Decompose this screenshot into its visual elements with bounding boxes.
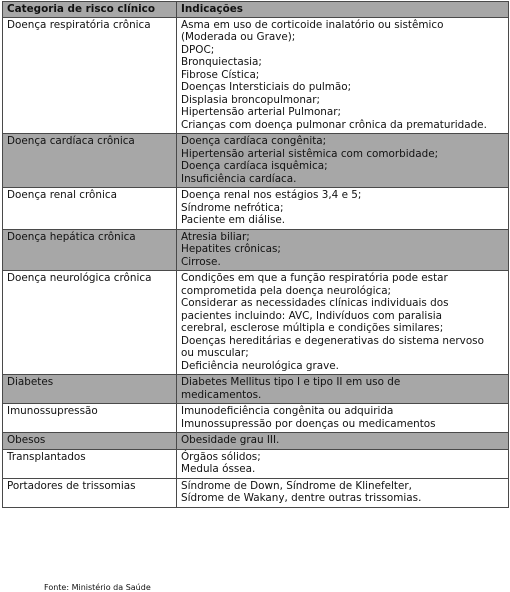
indications-cell — [177, 229, 509, 271]
category-cell: Doença hepática crônica — [3, 229, 177, 271]
category-cell: Diabetes — [3, 375, 177, 404]
table-row — [3, 478, 509, 507]
indication-line: Bronquiectasia; — [181, 56, 262, 68]
header-indications: Indicações — [177, 2, 509, 18]
indications-cell — [177, 449, 509, 478]
indication-line: Síndrome nefrótica; — [181, 201, 284, 214]
category-cell: Obesos — [3, 433, 177, 450]
category-cell: Doença cardíaca crônica — [3, 134, 177, 188]
indications-cell — [177, 433, 509, 450]
indication-line: Imunossupressão por doenças ou medicamentos — [181, 417, 436, 430]
indication-line: comprometida pela doença neurológica; — [181, 284, 392, 297]
indication-line: pacientes incluindo: AVC, Indivíduos com paralisia — [181, 309, 442, 322]
indication-line: (Moderada ou Grave); — [181, 31, 296, 43]
risk-category-table — [2, 1, 509, 508]
table-row — [3, 404, 509, 433]
table-row — [3, 271, 509, 375]
indication-line: Doença renal nos estágios 3,4 e 5; — [181, 189, 362, 201]
indication-line: ou muscular; — [181, 347, 249, 359]
indication-line: Insuficiência cardíaca. — [181, 172, 297, 185]
indication-line: Deficiência neurológica grave. — [181, 359, 339, 372]
table-header-row — [3, 2, 509, 18]
indication-line: Hepatites crônicas; — [181, 243, 281, 255]
table-row — [3, 188, 509, 230]
indication-line: Atresia biliar; — [181, 230, 250, 243]
indication-line: DPOC; — [181, 43, 215, 56]
indications-cell — [177, 271, 509, 375]
category-cell: Transplantados — [3, 449, 177, 478]
indication-line: cerebral, esclerose múltipla e condições similares; — [181, 322, 444, 334]
indication-line: Imunodeficiência congênita ou adquirida — [181, 405, 394, 417]
indication-line: Síndrome de Down, Síndrome de Klinefelter, — [181, 479, 412, 492]
indication-line: medicamentos. — [181, 388, 262, 401]
table-body — [3, 17, 509, 507]
indication-line: Hipertensão arterial Pulmonar; — [181, 106, 342, 118]
indication-line: Condições em que a função respiratória pode estar — [181, 272, 448, 284]
indication-line: Paciente em diálise. — [181, 214, 286, 226]
indication-line: Doenças Intersticiais do pulmão; — [181, 81, 352, 93]
indication-line: Doenças hereditárias e degenerativas do sistema nervoso — [181, 334, 484, 347]
category-cell: Portadores de trissomias — [3, 478, 177, 507]
indication-line: Doença cardíaca isquêmica; — [181, 160, 328, 172]
indications-cell — [177, 478, 509, 507]
table-row — [3, 17, 509, 134]
table-row — [3, 449, 509, 478]
table-row — [3, 375, 509, 404]
indication-line: Obesidade grau III. — [181, 434, 280, 446]
indications-cell — [177, 134, 509, 188]
header-category: Categoria de risco clínico — [3, 2, 177, 18]
indication-line: Hipertensão arterial sistêmica com comorbidade; — [181, 147, 439, 160]
table-row — [3, 134, 509, 188]
indication-line: Diabetes Mellitus tipo I e tipo II em uso de — [181, 376, 401, 388]
indication-line: Asma em uso de corticoide inalatório ou sistêmico — [181, 18, 444, 31]
category-cell: Doença neurológica crônica — [3, 271, 177, 375]
indication-line: Displasia broncopulmonar; — [181, 93, 321, 106]
indication-line: Medula óssea. — [181, 463, 256, 475]
category-cell: Imunossupressão — [3, 404, 177, 433]
indication-line: Cirrose. — [181, 255, 221, 268]
indications-cell — [177, 188, 509, 230]
indication-line: Crianças com doença pulmonar crônica da prematuridade. — [181, 118, 487, 131]
indications-cell — [177, 17, 509, 134]
table-row — [3, 433, 509, 450]
table-row — [3, 229, 509, 271]
category-cell: Doença respiratória crônica — [3, 17, 177, 134]
indication-line: Doença cardíaca congênita; — [181, 135, 327, 147]
indication-line: Considerar as necessidades clínicas individuais dos — [181, 297, 449, 309]
indications-cell — [177, 375, 509, 404]
indication-line: Órgãos sólidos; — [181, 450, 261, 463]
indication-line: Sídrome de Wakany, dentre outras trissomias. — [181, 492, 422, 504]
source-note: Fonte: Ministério da Saúde — [44, 583, 151, 592]
risk-table-container — [2, 1, 509, 508]
indication-line: Fibrose Cística; — [181, 68, 260, 81]
category-cell: Doença renal crônica — [3, 188, 177, 230]
indications-cell — [177, 404, 509, 433]
